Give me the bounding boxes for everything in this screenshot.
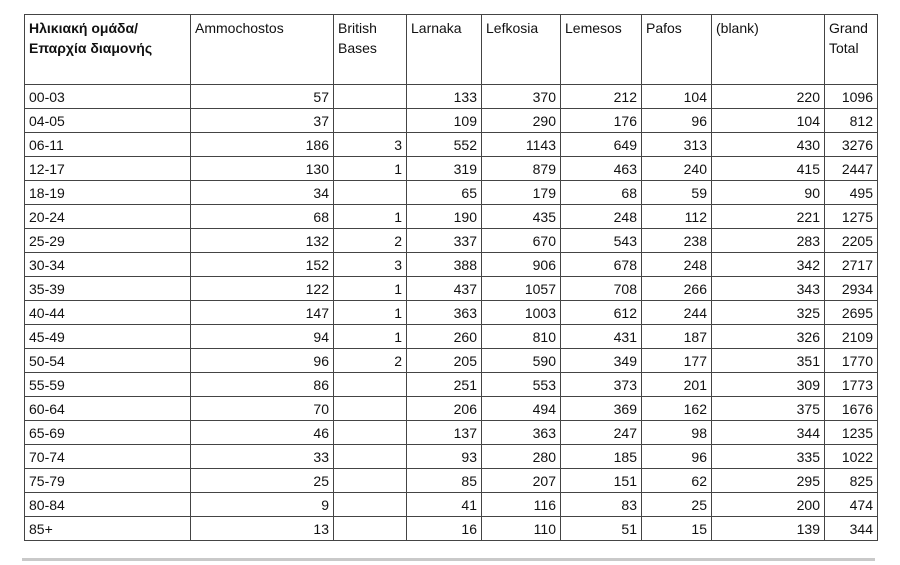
- cell-british-bases: [334, 493, 407, 517]
- cell-pafos: 238: [642, 229, 712, 253]
- cell-ammochostos: 130: [191, 157, 334, 181]
- cell-british-bases: [334, 109, 407, 133]
- cell-age-group: 30-34: [25, 253, 191, 277]
- cell-british-bases: [334, 85, 407, 109]
- cell-pafos: 201: [642, 373, 712, 397]
- cell-age-group: 60-64: [25, 397, 191, 421]
- cell-blank: 415: [712, 157, 825, 181]
- cell-grand-total: 3276: [825, 133, 878, 157]
- cell-larnaka: 552: [407, 133, 482, 157]
- bottom-shadow-divider: [22, 558, 875, 561]
- cell-lefkosia: 1003: [482, 301, 561, 325]
- table-row: [25, 109, 878, 133]
- cell-blank: 335: [712, 445, 825, 469]
- cell-ammochostos: 34: [191, 181, 334, 205]
- cell-pafos: 96: [642, 109, 712, 133]
- cell-lemesos: 463: [561, 157, 642, 181]
- cell-lefkosia: 179: [482, 181, 561, 205]
- cell-grand-total: 812: [825, 109, 878, 133]
- cell-age-group: 55-59: [25, 373, 191, 397]
- cell-ammochostos: 147: [191, 301, 334, 325]
- table-row: [25, 277, 878, 301]
- cell-grand-total: 1770: [825, 349, 878, 373]
- cell-lefkosia: 1143: [482, 133, 561, 157]
- cell-grand-total: 2205: [825, 229, 878, 253]
- cell-british-bases: 1: [334, 277, 407, 301]
- cell-lemesos: 176: [561, 109, 642, 133]
- cell-british-bases: 1: [334, 325, 407, 349]
- cell-larnaka: 41: [407, 493, 482, 517]
- cell-lefkosia: 590: [482, 349, 561, 373]
- cell-blank: 283: [712, 229, 825, 253]
- cell-age-group: 20-24: [25, 205, 191, 229]
- cell-lemesos: 185: [561, 445, 642, 469]
- cell-lefkosia: 1057: [482, 277, 561, 301]
- cell-lefkosia: 494: [482, 397, 561, 421]
- cell-lemesos: 212: [561, 85, 642, 109]
- cell-larnaka: 363: [407, 301, 482, 325]
- age-district-table: [24, 14, 878, 541]
- cell-blank: 295: [712, 469, 825, 493]
- cell-british-bases: 2: [334, 349, 407, 373]
- table-row: [25, 85, 878, 109]
- table-row: [25, 421, 878, 445]
- cell-lemesos: 543: [561, 229, 642, 253]
- cell-british-bases: [334, 397, 407, 421]
- cell-british-bases: [334, 421, 407, 445]
- cell-grand-total: 474: [825, 493, 878, 517]
- cell-british-bases: 3: [334, 133, 407, 157]
- cell-grand-total: 1773: [825, 373, 878, 397]
- cell-ammochostos: 152: [191, 253, 334, 277]
- cell-lemesos: 431: [561, 325, 642, 349]
- cell-age-group: 18-19: [25, 181, 191, 205]
- cell-age-group: 12-17: [25, 157, 191, 181]
- cell-british-bases: [334, 373, 407, 397]
- cell-lemesos: 247: [561, 421, 642, 445]
- table-row: [25, 181, 878, 205]
- cell-lemesos: 678: [561, 253, 642, 277]
- cell-larnaka: 206: [407, 397, 482, 421]
- cell-pafos: 59: [642, 181, 712, 205]
- cell-british-bases: 2: [334, 229, 407, 253]
- cell-blank: 344: [712, 421, 825, 445]
- cell-british-bases: [334, 445, 407, 469]
- cell-age-group: 50-54: [25, 349, 191, 373]
- cell-grand-total: 1275: [825, 205, 878, 229]
- cell-pafos: 240: [642, 157, 712, 181]
- cell-lefkosia: 906: [482, 253, 561, 277]
- cell-ammochostos: 96: [191, 349, 334, 373]
- cell-larnaka: 85: [407, 469, 482, 493]
- header-row: [25, 15, 878, 85]
- cell-ammochostos: 25: [191, 469, 334, 493]
- cell-age-group: 25-29: [25, 229, 191, 253]
- data-table-container: [24, 14, 878, 541]
- cell-ammochostos: 37: [191, 109, 334, 133]
- cell-ammochostos: 9: [191, 493, 334, 517]
- cell-lemesos: 51: [561, 517, 642, 541]
- cell-pafos: 266: [642, 277, 712, 301]
- cell-ammochostos: 57: [191, 85, 334, 109]
- cell-blank: 342: [712, 253, 825, 277]
- table-row: [25, 253, 878, 277]
- cell-pafos: 248: [642, 253, 712, 277]
- cell-grand-total: 344: [825, 517, 878, 541]
- cell-british-bases: 1: [334, 205, 407, 229]
- table-row: [25, 133, 878, 157]
- cell-grand-total: 2447: [825, 157, 878, 181]
- cell-larnaka: 251: [407, 373, 482, 397]
- cell-age-group: 40-44: [25, 301, 191, 325]
- cell-age-group: 00-03: [25, 85, 191, 109]
- cell-age-group: 45-49: [25, 325, 191, 349]
- cell-lemesos: 83: [561, 493, 642, 517]
- cell-ammochostos: 94: [191, 325, 334, 349]
- cell-blank: 139: [712, 517, 825, 541]
- cell-pafos: 313: [642, 133, 712, 157]
- cell-lefkosia: 116: [482, 493, 561, 517]
- cell-pafos: 96: [642, 445, 712, 469]
- cell-larnaka: 260: [407, 325, 482, 349]
- table-row: [25, 205, 878, 229]
- cell-blank: 343: [712, 277, 825, 301]
- cell-grand-total: 1096: [825, 85, 878, 109]
- table-row: [25, 349, 878, 373]
- header-grand-total: Grand Total: [825, 15, 878, 85]
- cell-larnaka: 205: [407, 349, 482, 373]
- cell-ammochostos: 46: [191, 421, 334, 445]
- cell-pafos: 187: [642, 325, 712, 349]
- cell-blank: 309: [712, 373, 825, 397]
- cell-lefkosia: 810: [482, 325, 561, 349]
- cell-lefkosia: 207: [482, 469, 561, 493]
- cell-grand-total: 495: [825, 181, 878, 205]
- cell-age-group: 85+: [25, 517, 191, 541]
- header-age-group: Ηλικιακή ομάδα/Επαρχία διαμονής: [25, 15, 191, 85]
- cell-blank: 221: [712, 205, 825, 229]
- cell-british-bases: [334, 517, 407, 541]
- cell-pafos: 25: [642, 493, 712, 517]
- table-row: [25, 373, 878, 397]
- cell-ammochostos: 33: [191, 445, 334, 469]
- cell-blank: 325: [712, 301, 825, 325]
- header-british-bases: British Bases: [334, 15, 407, 85]
- cell-lefkosia: 670: [482, 229, 561, 253]
- table-row: [25, 229, 878, 253]
- cell-british-bases: [334, 181, 407, 205]
- cell-lefkosia: 879: [482, 157, 561, 181]
- cell-pafos: 15: [642, 517, 712, 541]
- cell-larnaka: 190: [407, 205, 482, 229]
- table-row: [25, 301, 878, 325]
- cell-lemesos: 68: [561, 181, 642, 205]
- header-ammochostos: Ammochostos: [191, 15, 334, 85]
- cell-ammochostos: 132: [191, 229, 334, 253]
- cell-lemesos: 708: [561, 277, 642, 301]
- cell-lefkosia: 290: [482, 109, 561, 133]
- cell-ammochostos: 13: [191, 517, 334, 541]
- cell-lemesos: 248: [561, 205, 642, 229]
- cell-age-group: 70-74: [25, 445, 191, 469]
- cell-blank: 90: [712, 181, 825, 205]
- cell-larnaka: 319: [407, 157, 482, 181]
- cell-larnaka: 93: [407, 445, 482, 469]
- cell-lefkosia: 280: [482, 445, 561, 469]
- table-row: [25, 397, 878, 421]
- cell-age-group: 80-84: [25, 493, 191, 517]
- cell-pafos: 162: [642, 397, 712, 421]
- cell-age-group: 35-39: [25, 277, 191, 301]
- cell-ammochostos: 122: [191, 277, 334, 301]
- cell-larnaka: 437: [407, 277, 482, 301]
- cell-grand-total: 2717: [825, 253, 878, 277]
- cell-lemesos: 649: [561, 133, 642, 157]
- cell-larnaka: 137: [407, 421, 482, 445]
- cell-lemesos: 151: [561, 469, 642, 493]
- cell-blank: 375: [712, 397, 825, 421]
- cell-british-bases: 3: [334, 253, 407, 277]
- cell-pafos: 244: [642, 301, 712, 325]
- cell-grand-total: 2934: [825, 277, 878, 301]
- cell-age-group: 06-11: [25, 133, 191, 157]
- cell-lemesos: 349: [561, 349, 642, 373]
- cell-blank: 220: [712, 85, 825, 109]
- header-lefkosia: Lefkosia: [482, 15, 561, 85]
- table-row: [25, 445, 878, 469]
- cell-pafos: 62: [642, 469, 712, 493]
- cell-age-group: 75-79: [25, 469, 191, 493]
- cell-grand-total: 1235: [825, 421, 878, 445]
- cell-pafos: 177: [642, 349, 712, 373]
- cell-larnaka: 16: [407, 517, 482, 541]
- cell-ammochostos: 86: [191, 373, 334, 397]
- cell-ammochostos: 70: [191, 397, 334, 421]
- table-row: [25, 157, 878, 181]
- cell-grand-total: 825: [825, 469, 878, 493]
- cell-larnaka: 388: [407, 253, 482, 277]
- cell-ammochostos: 68: [191, 205, 334, 229]
- cell-british-bases: [334, 469, 407, 493]
- table-row: [25, 325, 878, 349]
- cell-lefkosia: 110: [482, 517, 561, 541]
- header-pafos: Pafos: [642, 15, 712, 85]
- cell-larnaka: 65: [407, 181, 482, 205]
- cell-larnaka: 133: [407, 85, 482, 109]
- table-body: [25, 85, 878, 541]
- cell-lemesos: 369: [561, 397, 642, 421]
- cell-pafos: 112: [642, 205, 712, 229]
- cell-larnaka: 337: [407, 229, 482, 253]
- cell-lefkosia: 370: [482, 85, 561, 109]
- cell-ammochostos: 186: [191, 133, 334, 157]
- cell-blank: 200: [712, 493, 825, 517]
- cell-larnaka: 109: [407, 109, 482, 133]
- cell-blank: 351: [712, 349, 825, 373]
- header-larnaka: Larnaka: [407, 15, 482, 85]
- cell-blank: 104: [712, 109, 825, 133]
- table-row: [25, 469, 878, 493]
- table-row: [25, 517, 878, 541]
- cell-grand-total: 1022: [825, 445, 878, 469]
- cell-grand-total: 2695: [825, 301, 878, 325]
- cell-lefkosia: 553: [482, 373, 561, 397]
- cell-age-group: 65-69: [25, 421, 191, 445]
- cell-lemesos: 373: [561, 373, 642, 397]
- cell-pafos: 98: [642, 421, 712, 445]
- cell-grand-total: 2109: [825, 325, 878, 349]
- table-row: [25, 493, 878, 517]
- cell-lemesos: 612: [561, 301, 642, 325]
- cell-grand-total: 1676: [825, 397, 878, 421]
- cell-lefkosia: 363: [482, 421, 561, 445]
- cell-blank: 430: [712, 133, 825, 157]
- cell-lefkosia: 435: [482, 205, 561, 229]
- cell-blank: 326: [712, 325, 825, 349]
- cell-pafos: 104: [642, 85, 712, 109]
- cell-british-bases: 1: [334, 157, 407, 181]
- cell-age-group: 04-05: [25, 109, 191, 133]
- cell-british-bases: 1: [334, 301, 407, 325]
- header-lemesos: Lemesos: [561, 15, 642, 85]
- header-blank: (blank): [712, 15, 825, 85]
